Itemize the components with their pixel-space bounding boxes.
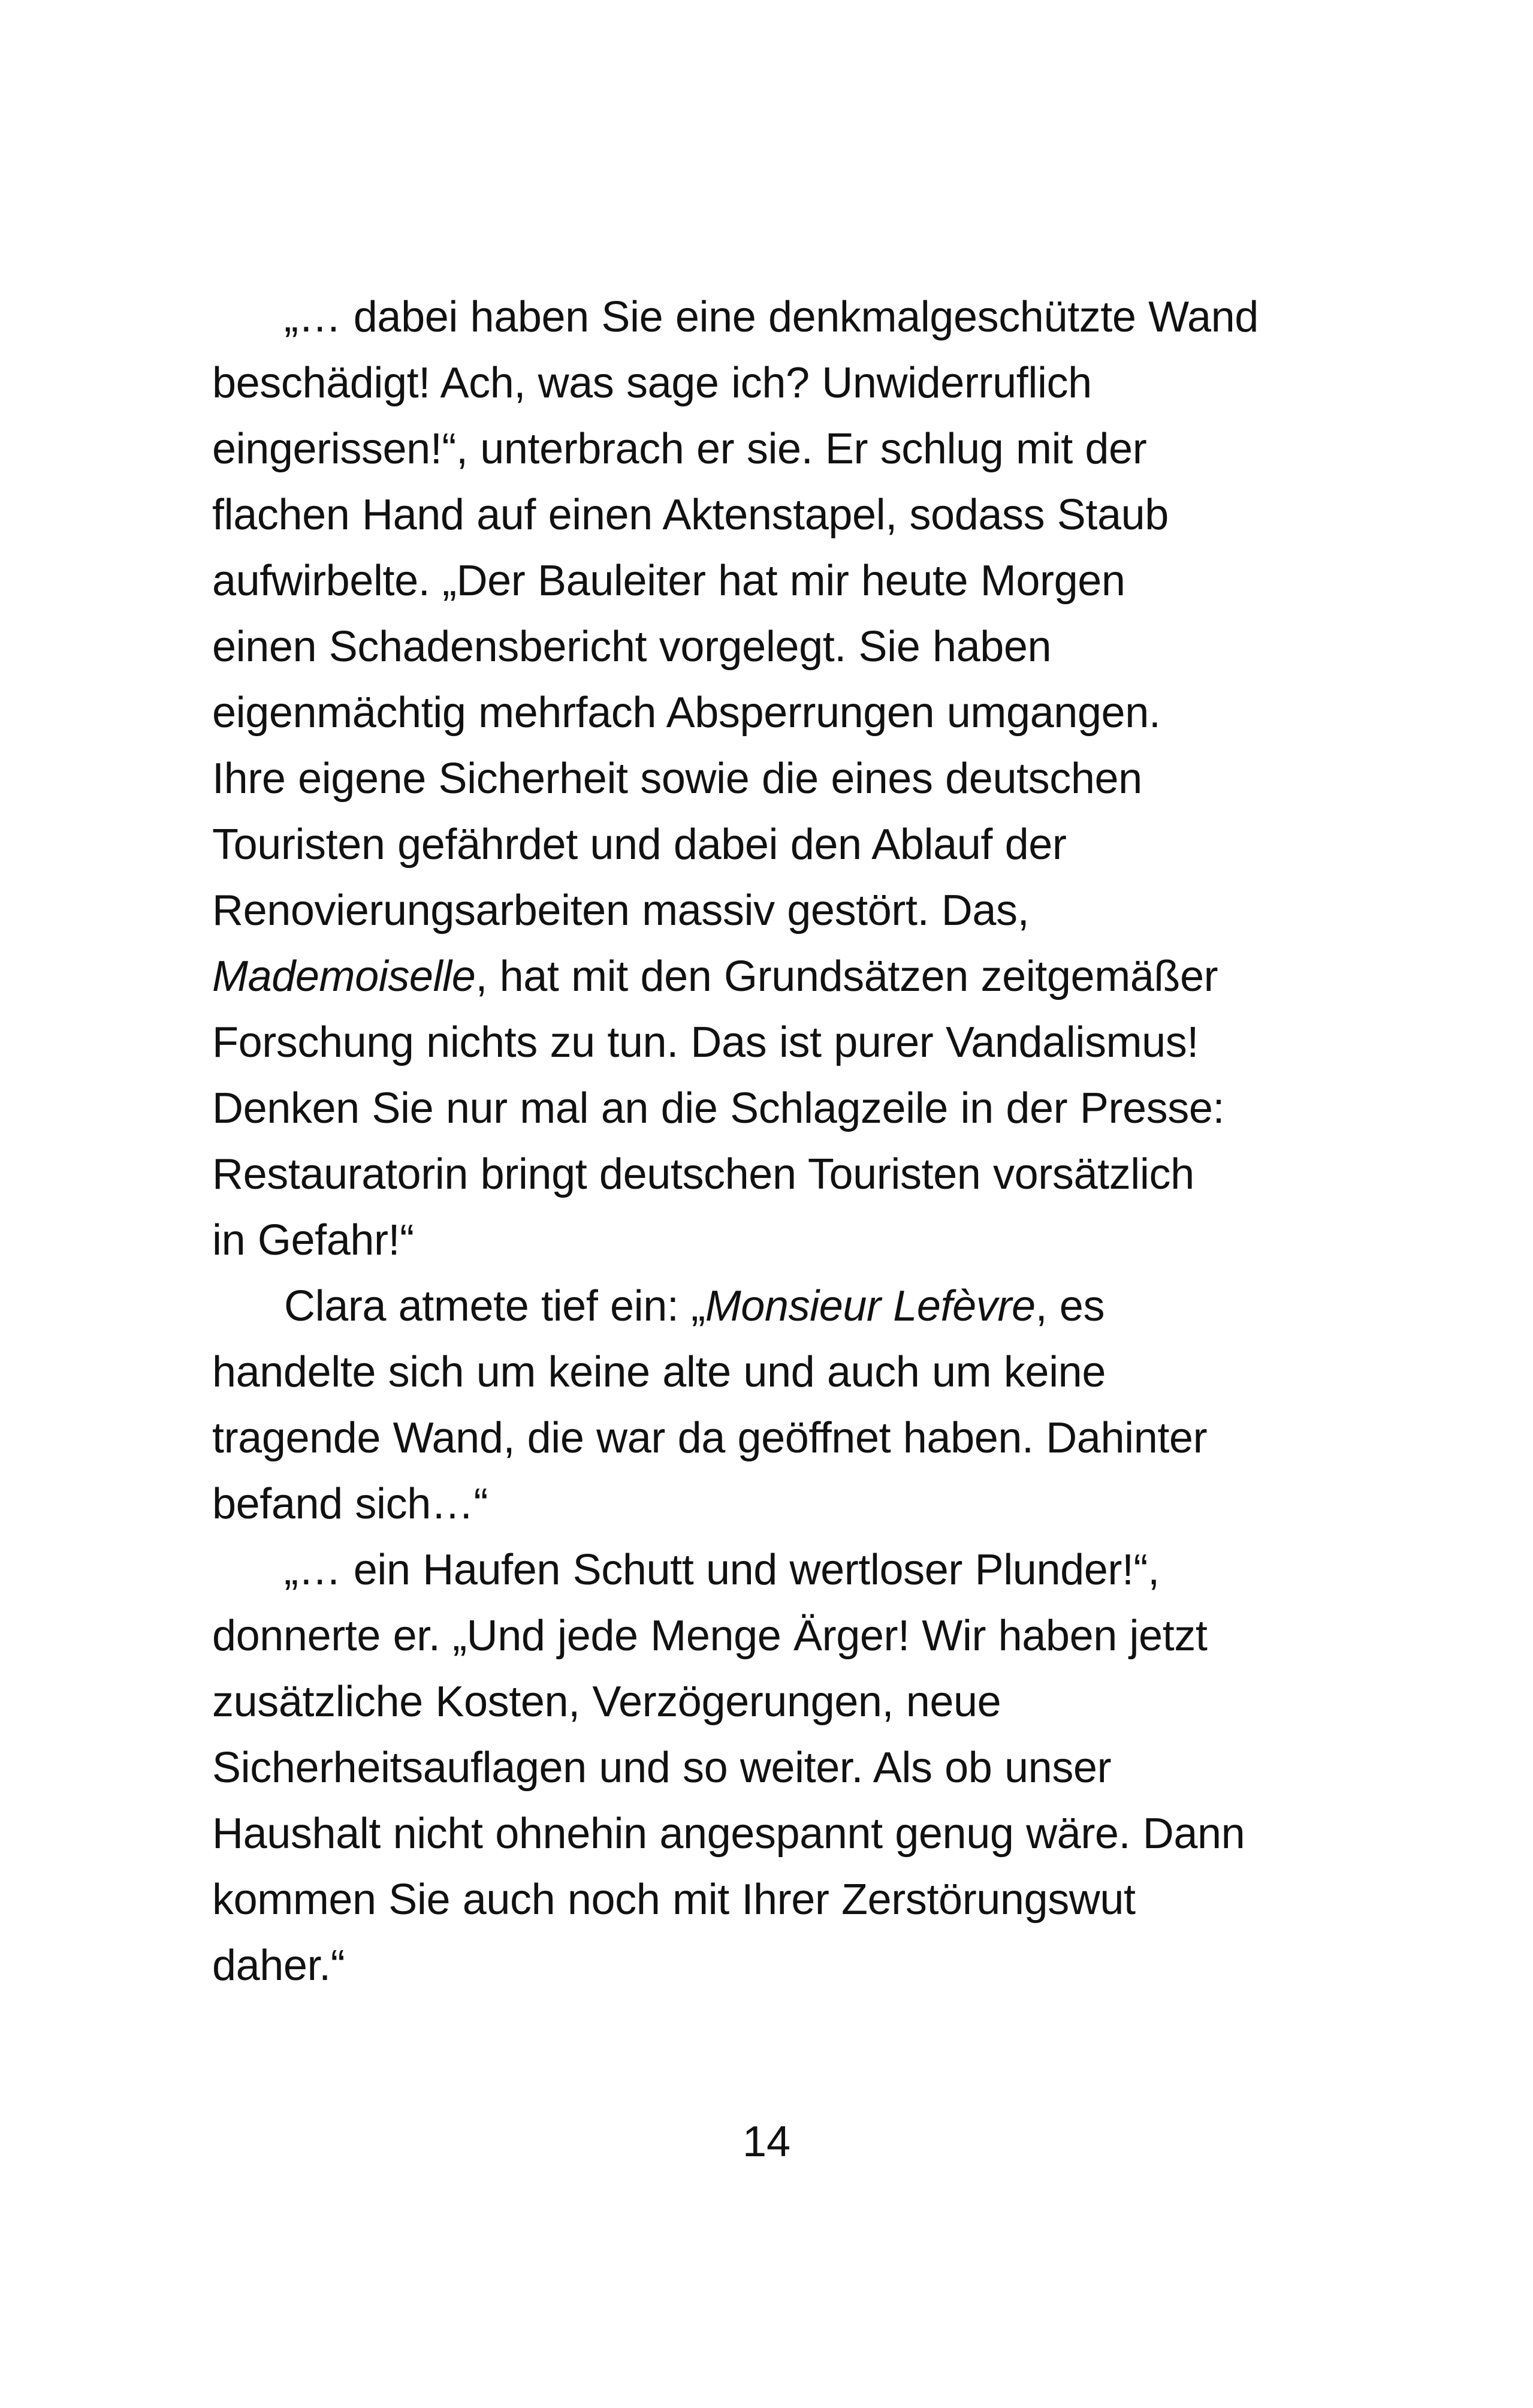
text-line — [212, 944, 1345, 1009]
italic-text: Mademoiselle — [212, 953, 476, 1000]
text-segment: Haushalt nicht ohnehin angespannt genug wäre. Dann — [212, 1810, 1245, 1858]
page-number: 14 — [742, 2118, 791, 2166]
text-line — [212, 1537, 1345, 1603]
text-segment: eigenmächtig mehrfach Absperrungen umgangen. — [212, 689, 1161, 737]
text-segment: , es — [1035, 1282, 1105, 1330]
paragraph — [212, 284, 1345, 1273]
text-line — [212, 1867, 1345, 1933]
text-line — [212, 1075, 1345, 1141]
text-segment: aufwirbelte. „Der Bauleiter hat mir heute Morgen — [212, 557, 1125, 605]
text-line — [212, 746, 1345, 812]
text-line — [212, 548, 1345, 614]
text-line — [212, 1405, 1345, 1471]
text-segment: einen Schadensbericht vorgelegt. Sie haben — [212, 623, 1052, 671]
text-line — [212, 680, 1345, 746]
text-segment: kommen Sie auch noch mit Ihrer Zerstörungswut — [212, 1876, 1136, 1924]
text-line — [212, 482, 1345, 548]
text-line — [212, 812, 1345, 878]
text-segment: Restauratorin bringt deutschen Touristen vorsätzlich — [212, 1150, 1194, 1198]
text-segment: handelte sich um keine alte und auch um keine — [212, 1348, 1106, 1396]
text-line — [212, 1471, 1345, 1537]
italic-text: Monsieur Lefèvre — [705, 1282, 1036, 1330]
text-segment: donnerte er. „Und jede Menge Ärger! Wir haben jetzt — [212, 1612, 1208, 1660]
text-segment: daher.“ — [212, 1942, 345, 1990]
text-segment: Denken Sie nur mal an die Schlagzeile in der Presse: — [212, 1084, 1225, 1132]
paragraph — [212, 1537, 1345, 1999]
text-segment: flachen Hand auf einen Aktenstapel, sodass Staub — [212, 491, 1169, 539]
text-segment: „… dabei haben Sie eine denkmalgeschützte Wand — [284, 293, 1259, 341]
text-segment: zusätzliche Kosten, Verzögerungen, neue — [212, 1678, 1001, 1726]
body-text — [212, 284, 1345, 1999]
text-line — [212, 1207, 1345, 1273]
text-segment: beschädigt! Ach, was sage ich? Unwiderruflich — [212, 359, 1092, 407]
text-segment: „… ein Haufen Schutt und wertloser Plunder!“, — [284, 1546, 1160, 1594]
paragraph — [212, 1273, 1345, 1537]
text-segment: Sicherheitsauflagen und so weiter. Als ob unser — [212, 1744, 1112, 1792]
text-segment: Clara atmete tief ein: „ — [284, 1282, 705, 1330]
text-line — [212, 1603, 1345, 1669]
text-segment: Ihre eigene Sicherheit sowie die eines deutschen — [212, 755, 1142, 803]
text-line — [212, 416, 1345, 482]
text-line — [212, 1009, 1345, 1075]
text-line — [212, 1801, 1345, 1867]
text-line — [212, 350, 1345, 416]
text-line — [212, 284, 1345, 350]
text-segment: Renovierungsarbeiten massiv gestört. Das, — [212, 887, 1030, 935]
text-segment: in Gefahr!“ — [212, 1216, 414, 1264]
text-line — [212, 1141, 1345, 1207]
text-line — [212, 1339, 1345, 1405]
text-line — [212, 1735, 1345, 1801]
text-segment: eingerissen!“, unterbrach er sie. Er schlug mit der — [212, 425, 1147, 473]
text-line — [212, 1933, 1345, 1999]
text-segment: tragende Wand, die war da geöffnet haben. Dahinter — [212, 1414, 1208, 1462]
text-segment: Forschung nichts zu tun. Das ist purer Vandalismus! — [212, 1018, 1199, 1066]
text-segment: befand sich…“ — [212, 1480, 488, 1528]
text-line — [212, 878, 1345, 944]
text-segment: , hat mit den Grundsätzen zeitgemäßer — [475, 953, 1218, 1000]
text-segment: Touristen gefährdet und dabei den Ablauf der — [212, 821, 1067, 869]
text-line — [212, 1669, 1345, 1735]
text-line — [212, 614, 1345, 680]
text-line — [212, 1273, 1345, 1339]
